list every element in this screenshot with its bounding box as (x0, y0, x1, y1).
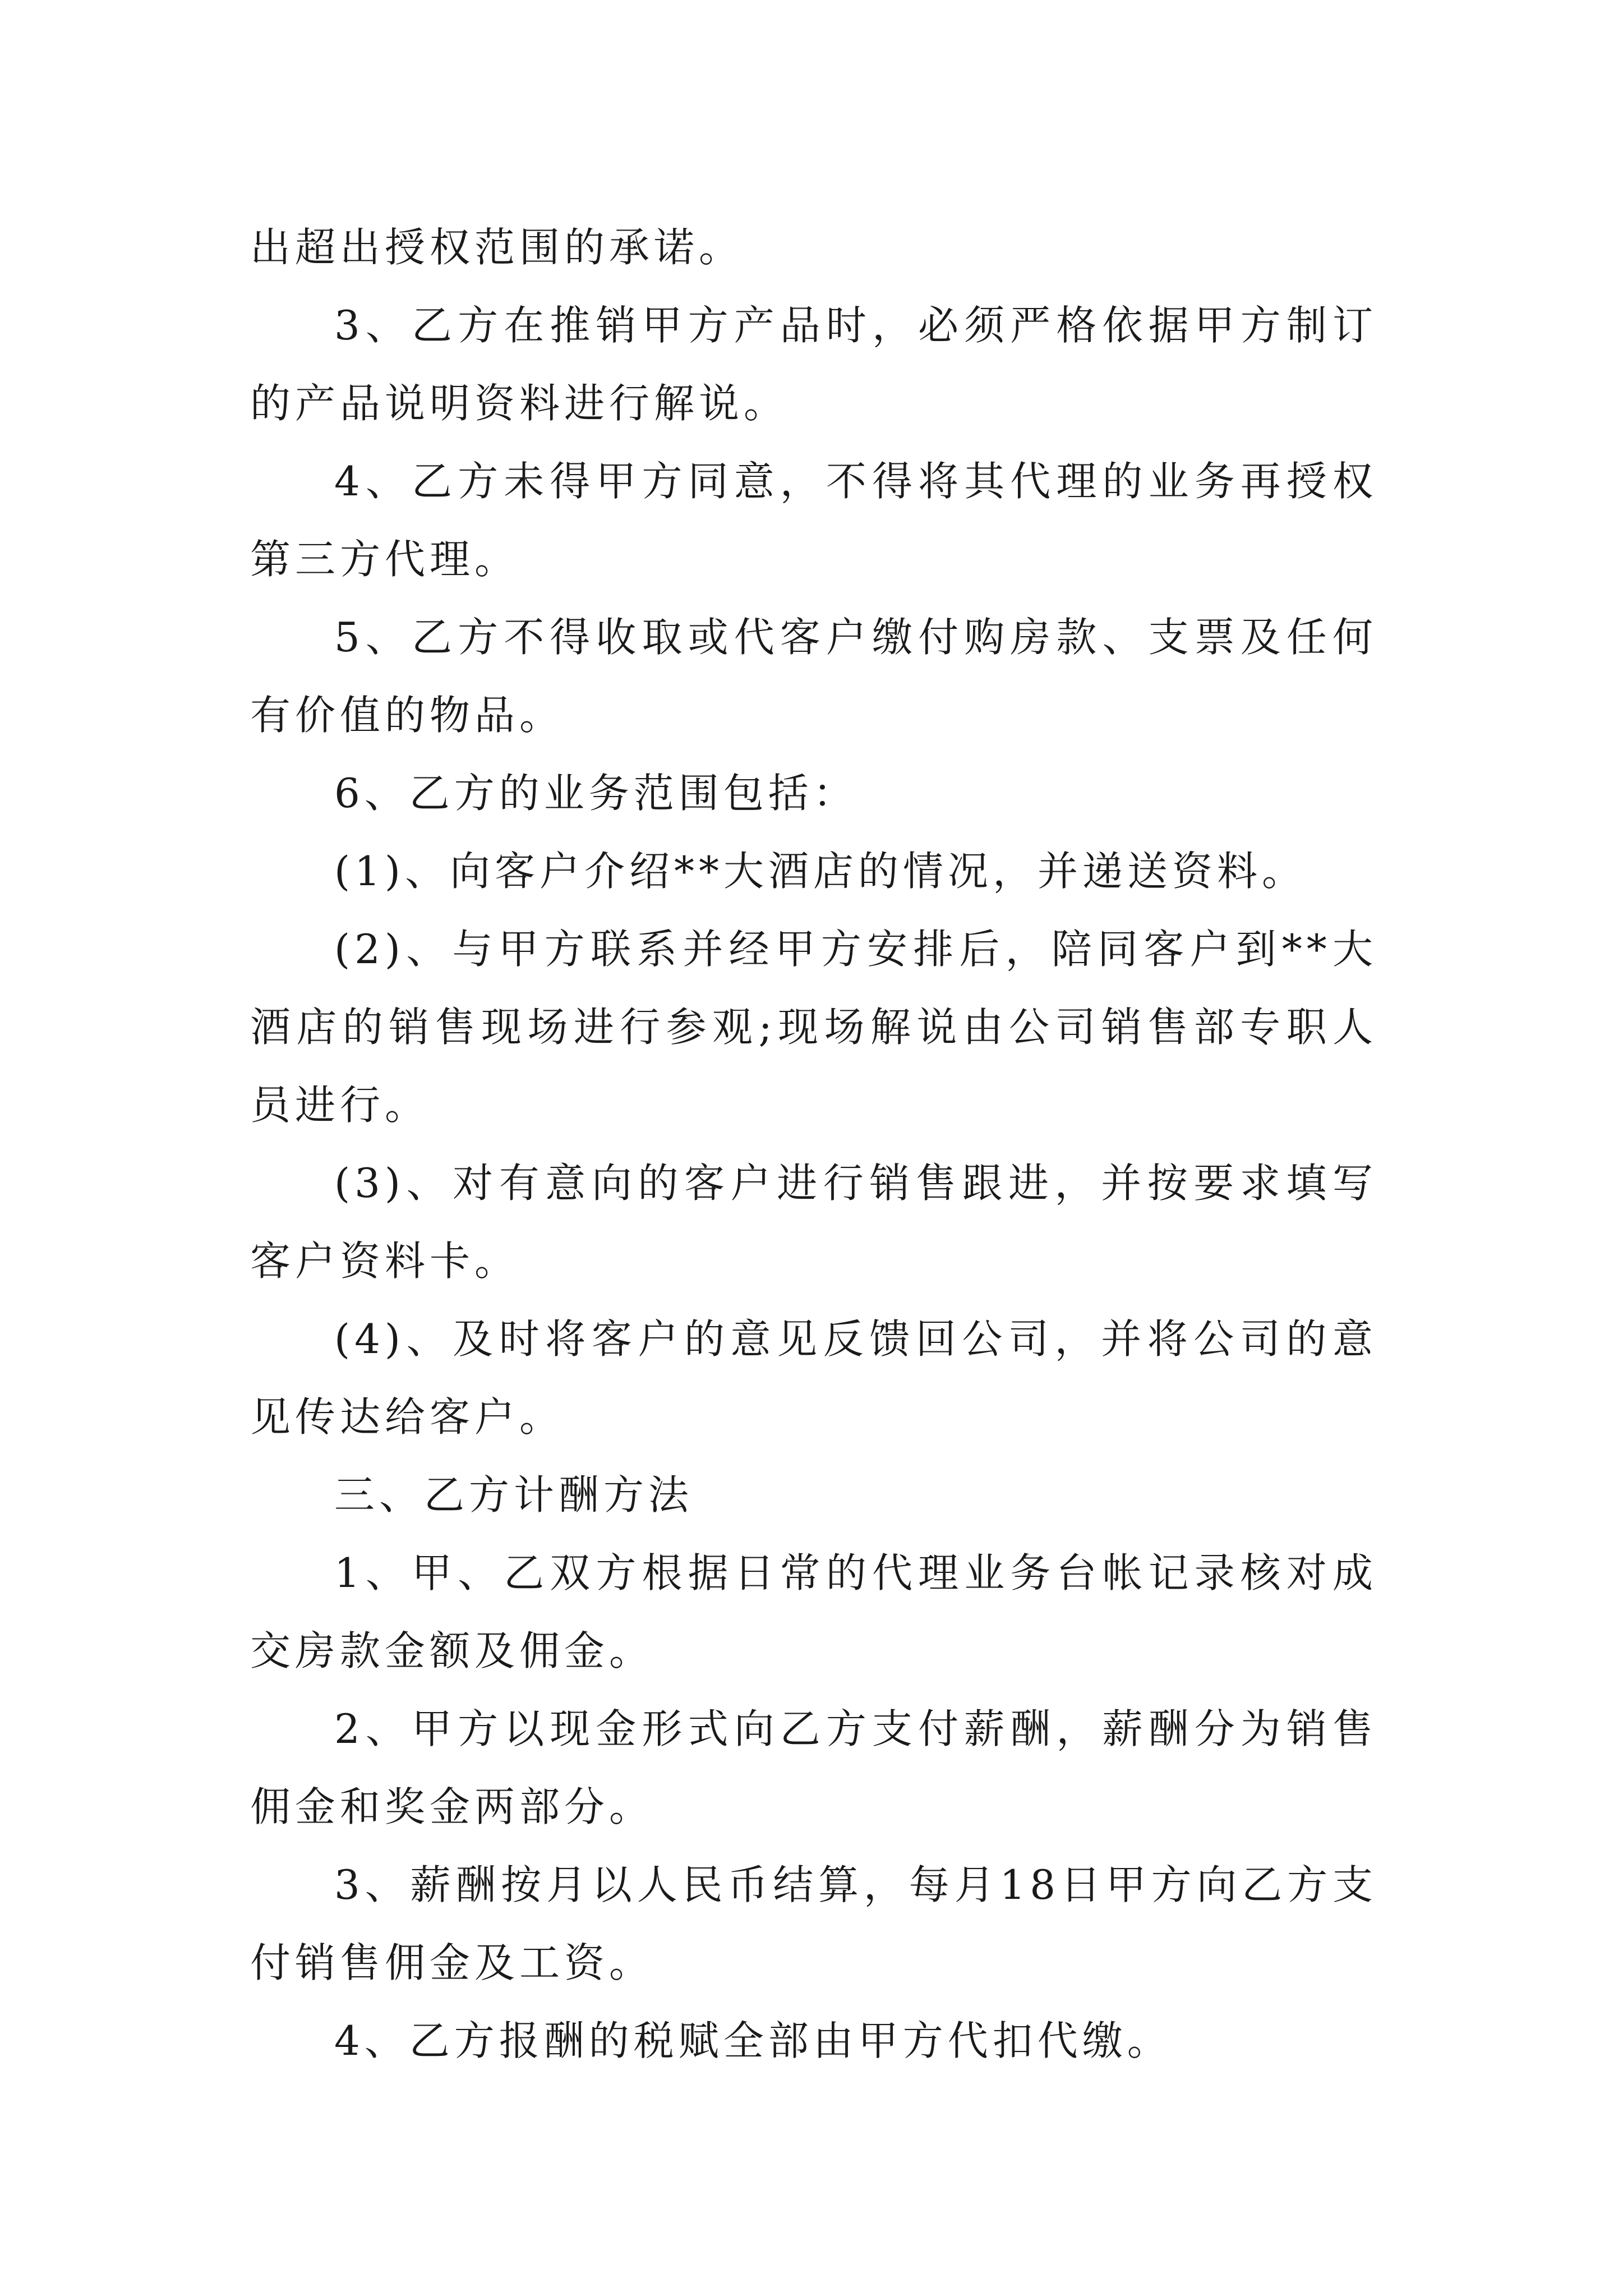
paragraph: (1)、向客户介绍**大酒店的情况，并递送资料。 (334, 848, 1307, 895)
document-body (250, 209, 1377, 2080)
paragraph: 出超出授权范围的承诺。 (250, 224, 744, 271)
paragraph: (2)、与甲方联系并经甲方安排后，陪同客户到**大酒店的销售现场进行参观;现场解说由公司销售部专职人员进行。 (250, 926, 1377, 1129)
paragraph: 3、乙方在推销甲方产品时，必须严格依据甲方制订的产品说明资料进行解说。 (250, 302, 1377, 427)
paragraph: 5、乙方不得收取或代客户缴付购房款、支票及任何有价值的物品。 (250, 614, 1377, 739)
section-heading: 三、乙方计酬方法 (334, 1471, 694, 1519)
paragraph: 1、甲、乙双方根据日常的代理业务台帐记录核对成交房款金额及佣金。 (250, 1549, 1377, 1674)
paragraph: 3、薪酬按月以人民币结算，每月18日甲方向乙方支付销售佣金及工资。 (250, 1861, 1377, 1986)
paragraph: 2、甲方以现金形式向乙方支付薪酬，薪酬分为销售佣金和奖金两部分。 (250, 1705, 1377, 1830)
paragraph: (3)、对有意向的客户进行销售跟进，并按要求填写客户资料卡。 (250, 1159, 1377, 1285)
paragraph: 6、乙方的业务范围包括： (334, 770, 858, 817)
paragraph: 4、乙方未得甲方同意，不得将其代理的业务再授权第三方代理。 (250, 458, 1377, 583)
paragraph: 4、乙方报酬的税赋全部由甲方代扣代缴。 (334, 2017, 1172, 2064)
paragraph: (4)、及时将客户的意见反馈回公司，并将公司的意见传达给客户。 (250, 1315, 1377, 1441)
